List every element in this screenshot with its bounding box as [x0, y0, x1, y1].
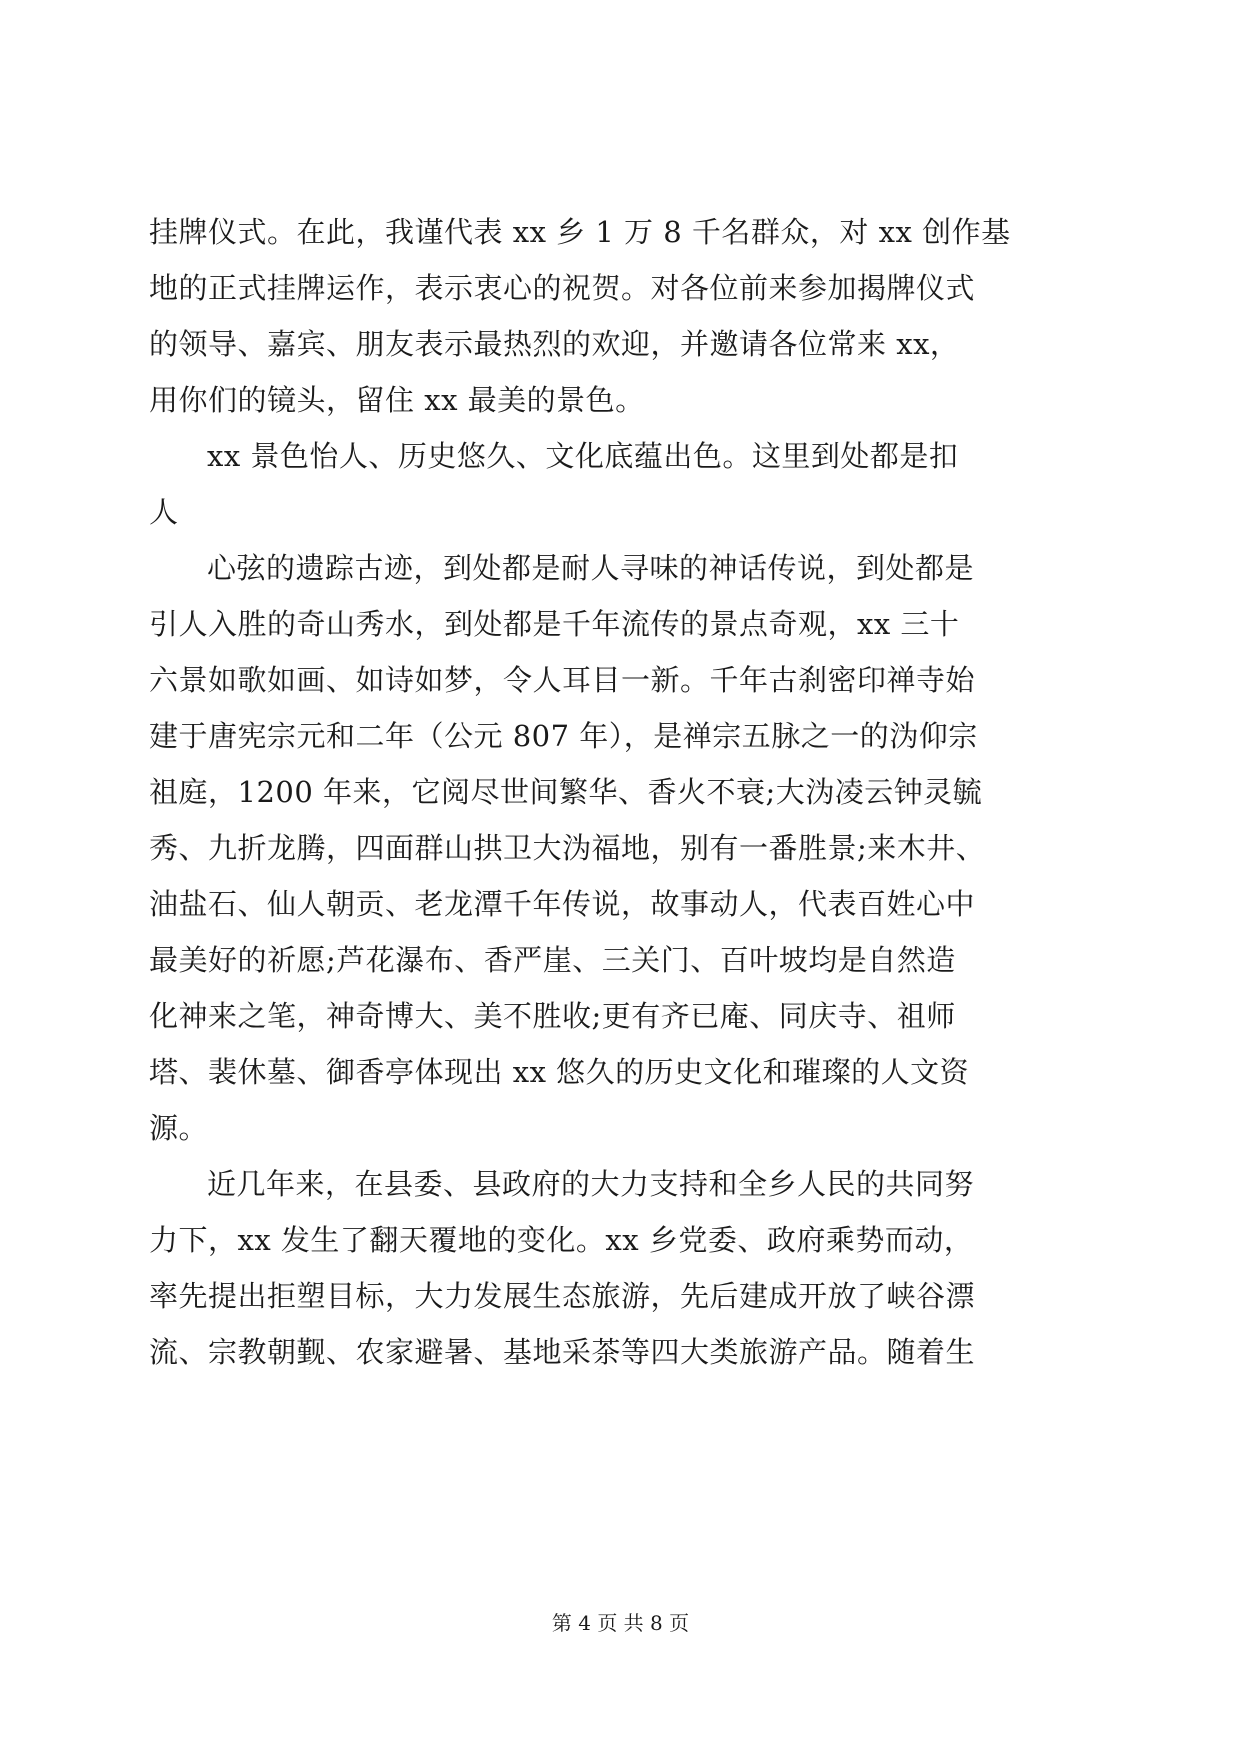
text-line: xx 景色怡人、历史悠久、文化底蕴出色。这里到处都是扣	[207, 439, 959, 473]
text-line: 地的正式挂牌运作，表示衷心的祝贺。对各位前来参加揭牌仪式	[149, 271, 976, 305]
text-line: 心弦的遗踪古迹，到处都是耐人寻味的神话传说，到处都是	[207, 551, 975, 585]
text-line: 人	[149, 495, 179, 529]
text-line: 最美好的祈愿;芦花瀑布、香严崖、三关门、百叶坡均是自然造	[149, 943, 956, 977]
text-line: 祖庭，1200 年来，它阅尽世间繁华、香火不衰;大沩凌云钟灵毓	[149, 775, 983, 809]
text-line: 的领导、嘉宾、朋友表示最热烈的欢迎，并邀请各位常来 xx，	[149, 327, 960, 361]
page-number-footer: 第 4 页 共 8 页	[551, 1611, 690, 1635]
text-line: 化神来之笔，神奇博大、美不胜收;更有齐已庵、同庆寺、祖师	[149, 999, 956, 1033]
text-line: 率先提出拒塑目标，大力发展生态旅游，先后建成开放了峡谷漂	[149, 1279, 976, 1313]
text-line: 引人入胜的奇山秀水，到处都是千年流传的景点奇观，xx 三十	[149, 607, 960, 641]
text-line: 力下，xx 发生了翻天覆地的变化。xx 乡党委、政府乘势而动，	[149, 1223, 974, 1257]
text-line: 秀、九折龙腾，四面群山拱卫大沩福地，别有一番胜景;来木井、	[149, 831, 986, 865]
text-line: 油盐石、仙人朝贡、老龙潭千年传说，故事动人，代表百姓心中	[149, 887, 976, 921]
text-line: 源。	[149, 1111, 209, 1145]
text-line: 用你们的镜头，留住 xx 最美的景色。	[149, 383, 645, 417]
text-line: 建于唐宪宗元和二年（公元 807 年），是禅宗五脉之一的沩仰宗	[149, 719, 978, 753]
text-line: 流、宗教朝觐、农家避暑、基地采茶等四大类旅游产品。随着生	[149, 1335, 976, 1369]
text-line: 六景如歌如画、如诗如梦，令人耳目一新。千年古刹密印禅寺始	[149, 663, 976, 697]
text-line: 挂牌仪式。在此，我谨代表 xx 乡 1 万 8 千名群众，对 xx 创作基	[149, 215, 1011, 249]
text-line: 塔、裴休墓、御香亭体现出 xx 悠久的历史文化和璀璨的人文资	[149, 1055, 970, 1089]
text-line: 近几年来，在县委、县政府的大力支持和全乡人民的共同努	[207, 1167, 975, 1201]
